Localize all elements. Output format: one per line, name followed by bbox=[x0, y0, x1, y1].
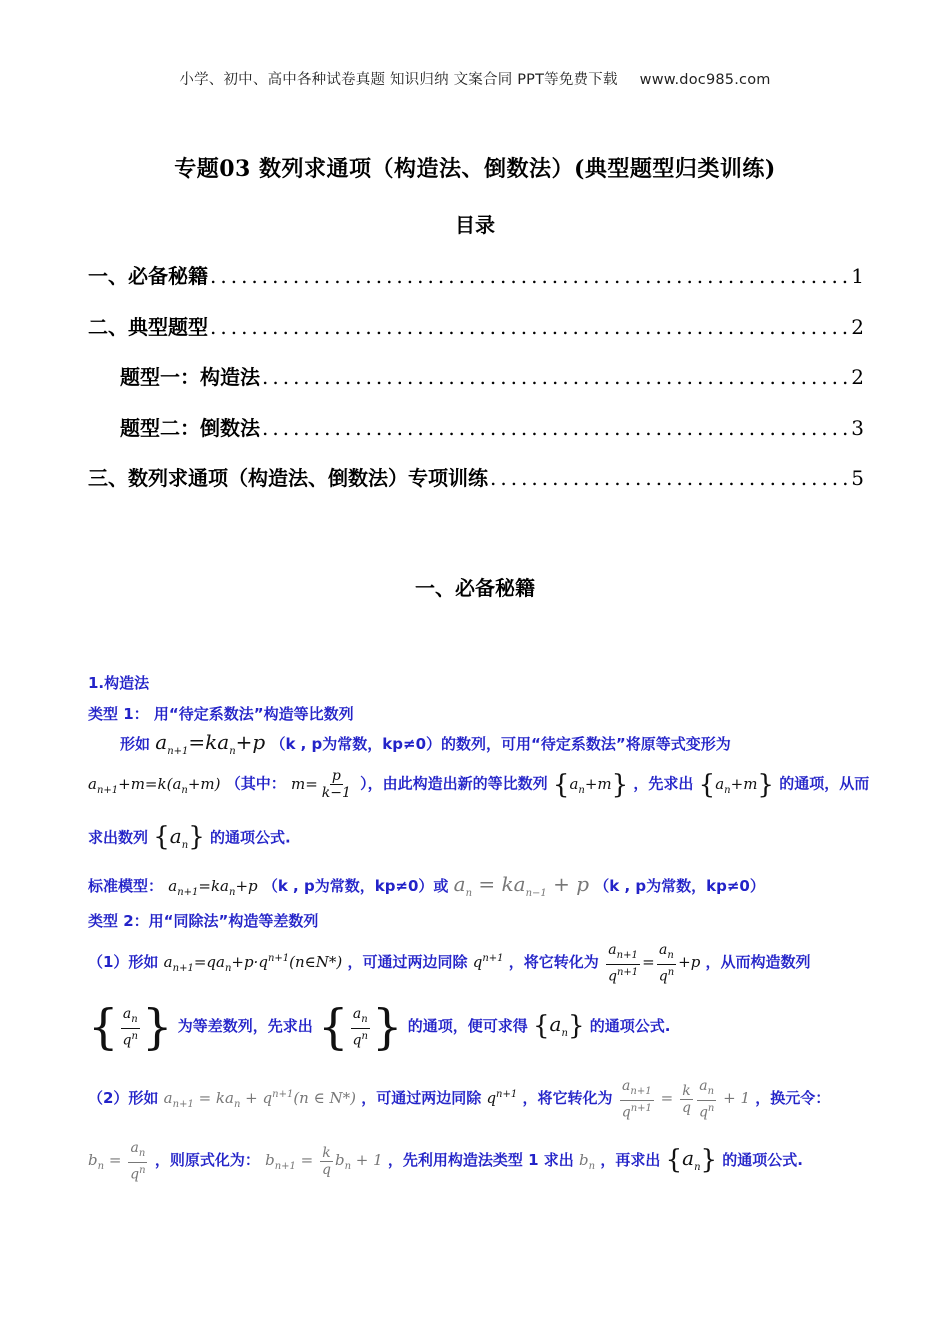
toc-item-label: 一、必备秘籍 bbox=[88, 264, 208, 288]
formula: $\{a_n\}$ bbox=[153, 822, 205, 852]
toc-item[interactable] bbox=[120, 361, 864, 391]
text: ，从而构造数列 bbox=[705, 953, 811, 972]
text: 为等差数列，先求出 bbox=[177, 1017, 313, 1035]
text: 的通项，从而 bbox=[779, 774, 870, 793]
formula: $a_{n+1} = ka_n + q^{n+1}(n$ ∈ N*) bbox=[163, 1089, 356, 1111]
formula: $\{a_n+m\}$ bbox=[552, 769, 629, 800]
text: （2）形如 bbox=[88, 1089, 159, 1108]
text: ，再求出 bbox=[600, 1151, 661, 1170]
type2-heading: 类型 2：用“同除法”构造等差数列 bbox=[88, 912, 319, 930]
header-text: 小学、初中、高中各种试卷真题 知识归纳 文案合同 PPT等免费下载 bbox=[179, 72, 618, 88]
formula: { $\frac{a_n}{q^n}$ } bbox=[318, 999, 403, 1055]
standard-model-line bbox=[88, 872, 765, 899]
text: ，可通过两边同除 bbox=[347, 953, 468, 972]
toc-item-page: 5 bbox=[851, 466, 864, 490]
toc-item-label: 题型一：构造法 bbox=[120, 365, 260, 389]
text: （1）形如 bbox=[88, 953, 159, 972]
text: ，先求出 bbox=[633, 774, 694, 793]
text: （k , p为常数，kp≠0）的数列，可用“待定系数法”将原等式变形为 bbox=[270, 735, 731, 753]
page-header bbox=[0, 68, 950, 89]
text: 的通项，便可求得 bbox=[407, 1017, 528, 1035]
toc-leader-dots bbox=[490, 466, 847, 490]
toc-item-page: 2 bbox=[851, 315, 864, 339]
text: ，可通过两边同除 bbox=[361, 1089, 482, 1108]
toc-item-label: 二、典型题型 bbox=[88, 315, 208, 339]
paragraph-line bbox=[88, 942, 811, 984]
formula: $b_n$ = $\frac{a_n}{q^n}$ bbox=[88, 1140, 146, 1183]
formula: $\{a_n\}$ bbox=[533, 1010, 585, 1041]
paragraph-line bbox=[88, 1140, 803, 1182]
toc-item-page: 2 bbox=[851, 365, 864, 389]
formula: $a_{n+1}+m=k(a_n+m)$ bbox=[88, 774, 221, 796]
toc-leader-dots bbox=[262, 416, 847, 440]
text: 的通项公式. bbox=[209, 828, 291, 847]
toc-item[interactable] bbox=[88, 462, 864, 492]
paragraph-line bbox=[88, 822, 291, 852]
paragraph-line bbox=[88, 1078, 830, 1120]
formula: m= $\frac{p}{k-1}$ bbox=[290, 768, 351, 801]
formula: $a_{n+1}=ka_n+p$ bbox=[155, 730, 266, 757]
text: ，换元令： bbox=[755, 1089, 831, 1108]
toc-item-page: 3 bbox=[851, 416, 864, 440]
text: ，则原式化为： bbox=[154, 1151, 260, 1170]
header-site-link[interactable]: www.doc985.com bbox=[639, 72, 771, 88]
toc-item[interactable] bbox=[120, 412, 864, 442]
formula: $q^{n+1}$ bbox=[472, 953, 504, 972]
paragraph-line bbox=[88, 768, 869, 801]
text: ），由此构造出新的等比数列 bbox=[360, 774, 548, 793]
text: ，将它转化为 bbox=[522, 1089, 613, 1108]
paragraph-line bbox=[120, 730, 731, 757]
formula: $\{a_n\}$ bbox=[665, 1144, 718, 1175]
formula: $\frac{a_{n+1}}{q^{n+1}}$ = $\frac{a_n}{q^n}$ +p bbox=[607, 942, 701, 985]
formula: $a_{n+1}=ka_n+p$ bbox=[168, 877, 258, 898]
formula: $\{a_n+m\}$ bbox=[698, 769, 774, 800]
text: （k , p为常数，kp≠0）或 bbox=[262, 877, 449, 895]
formula: $b_n$ bbox=[579, 1151, 596, 1173]
toc-item-label: 题型二：倒数法 bbox=[120, 416, 260, 440]
formula: $q^{n+1}$ bbox=[486, 1089, 518, 1108]
formula: { $\frac{a_n}{q^n}$ } bbox=[88, 999, 173, 1055]
toc-leader-dots bbox=[262, 365, 847, 389]
text: 形如 bbox=[120, 735, 151, 753]
toc-item[interactable] bbox=[88, 260, 864, 290]
text: （k , p为常数，kp≠0） bbox=[594, 877, 765, 895]
section-heading: 一、必备秘籍 bbox=[415, 576, 535, 600]
toc-item[interactable] bbox=[88, 311, 864, 341]
toc-leader-dots bbox=[210, 315, 847, 339]
text: （其中： bbox=[225, 774, 286, 793]
formula: $\frac{a_{n+1}}{q^{n+1}}$ = $\frac{k}{q}$ $\frac{a_n}{q^n}$ + 1 bbox=[621, 1078, 751, 1121]
text: 的通项公式. bbox=[722, 1151, 803, 1170]
document-title: 专题03 数列求通项（构造法、倒数法）(典型题型归类训练) bbox=[174, 156, 776, 182]
text: ，将它转化为 bbox=[508, 953, 599, 972]
text: 的通项公式. bbox=[589, 1017, 671, 1035]
text: 求出数列 bbox=[88, 828, 149, 847]
text: ，先利用构造法类型 1 求出 bbox=[387, 1151, 574, 1170]
text: 标准模型： bbox=[88, 877, 164, 895]
paragraph-line bbox=[88, 999, 671, 1055]
toc-leader-dots bbox=[210, 264, 847, 288]
toc-heading: 目录 bbox=[455, 213, 495, 237]
formula: $a_{n+1}=qa_n+p\cdot q^{n+1}(n\in N*)$ bbox=[163, 953, 343, 975]
toc-item-page: 1 bbox=[851, 264, 864, 288]
type1-heading: 类型 1： 用“待定系数法”构造等比数列 bbox=[88, 705, 354, 723]
toc-item-label: 三、数列求通项（构造法、倒数法）专项训练 bbox=[88, 466, 488, 490]
formula: $b_{n+1}$ = $\frac{k}{q}$ $b_n + 1$ bbox=[265, 1144, 383, 1178]
formula: $a_n = ka_{n-1} + p$ bbox=[453, 872, 590, 899]
subsection-heading: 1.构造法 bbox=[88, 674, 150, 692]
